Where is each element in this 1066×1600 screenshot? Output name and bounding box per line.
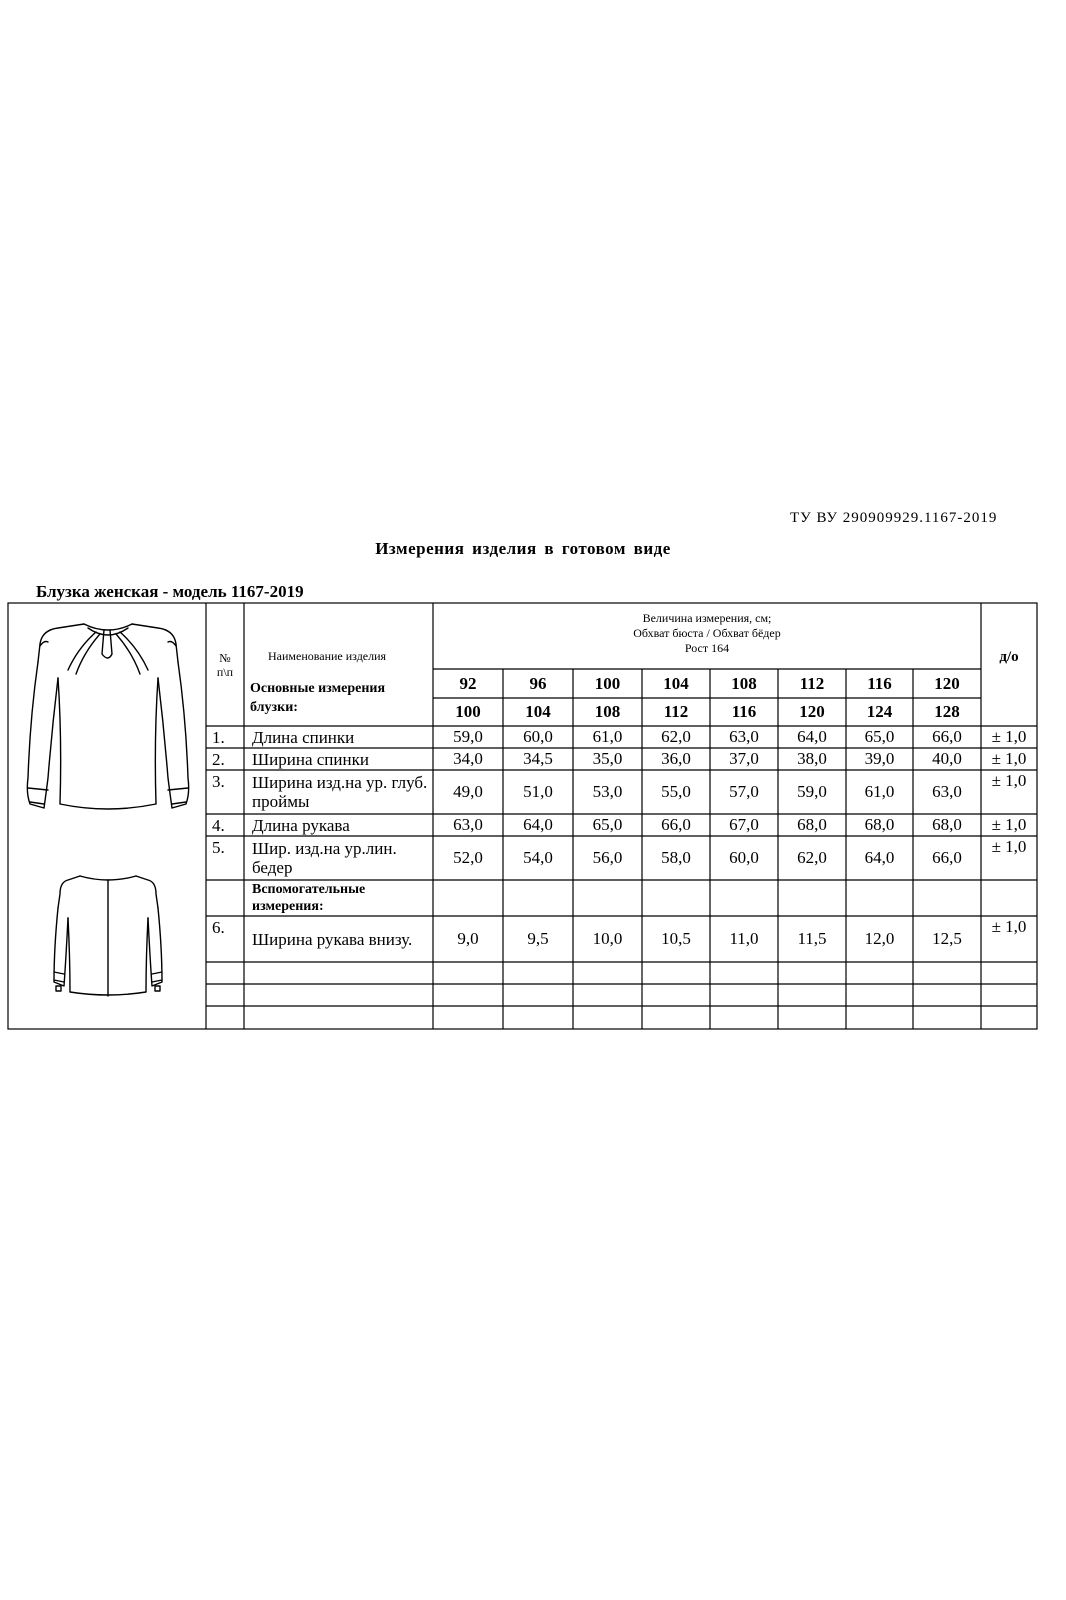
bust-size-header: 96 xyxy=(529,673,547,693)
row-value: 55,0 xyxy=(661,782,691,801)
row-value xyxy=(913,880,981,916)
row-value: 56,0 xyxy=(592,848,623,867)
row-value: 64,0 xyxy=(523,815,553,834)
header-main-measurements xyxy=(250,677,420,719)
row-value: 57,0 xyxy=(729,782,759,801)
row-value xyxy=(642,880,710,916)
bust-size-header: 92 xyxy=(459,673,477,693)
row-value: 36,0 xyxy=(661,749,691,768)
row-value: 64,0 xyxy=(864,848,895,867)
header-main-measurements-text: Основные измерения блузки: xyxy=(250,681,386,715)
row-value: 54,0 xyxy=(523,848,553,867)
row-value: 65,0 xyxy=(592,815,623,834)
bust-size-header: 100 xyxy=(594,673,621,693)
row-measurement-name: Длина рукава xyxy=(252,815,350,835)
row-value: 34,0 xyxy=(453,749,483,768)
bust-size-header: 120 xyxy=(934,673,960,693)
row-value: 9,5 xyxy=(527,929,549,948)
row-value: 12,5 xyxy=(932,929,962,948)
hip-size-header: 120 xyxy=(799,702,825,721)
row-value: 11,0 xyxy=(729,929,759,948)
row-value: 38,0 xyxy=(797,749,827,768)
row-number: 4. xyxy=(212,815,225,835)
blouse-front-sketch-icon xyxy=(18,618,198,833)
header-number-text: № п\п xyxy=(216,651,234,679)
row-tolerance: ± 1,0 xyxy=(991,917,1027,936)
row-value: 64,0 xyxy=(797,727,827,746)
row-number xyxy=(206,880,244,902)
row-tolerance: ± 1,0 xyxy=(991,749,1027,768)
row-value: 68,0 xyxy=(864,815,895,834)
row-tolerance: ± 1,0 xyxy=(991,837,1027,856)
hip-size-header: 128 xyxy=(934,702,960,721)
row-value: 66,0 xyxy=(932,848,962,867)
row-measurement-name: Ширина рукава внизу. xyxy=(252,929,413,949)
row-tolerance: ± 1,0 xyxy=(991,815,1027,834)
header-tolerance-text: д/о xyxy=(999,648,1019,665)
row-value xyxy=(778,880,846,916)
row-value: 51,0 xyxy=(523,782,553,801)
row-value: 9,0 xyxy=(457,929,479,948)
header-tolerance xyxy=(981,645,1037,669)
row-value xyxy=(503,880,573,916)
header-item-name-text: Наименование изделия xyxy=(268,649,387,663)
row-value: 68,0 xyxy=(797,815,827,834)
row-value: 10,5 xyxy=(661,929,691,948)
row-tolerance: ± 1,0 xyxy=(991,727,1027,746)
row-value xyxy=(846,880,913,916)
hip-size-header: 104 xyxy=(525,702,551,721)
hip-size-header: 100 xyxy=(455,702,481,721)
row-value xyxy=(573,880,642,916)
row-value xyxy=(433,880,503,916)
row-value: 40,0 xyxy=(932,749,962,768)
row-value: 60,0 xyxy=(523,727,553,746)
hip-size-header: 116 xyxy=(731,702,757,721)
bust-size-header: 104 xyxy=(663,673,689,693)
row-value: 39,0 xyxy=(864,749,895,768)
row-value: 63,0 xyxy=(932,782,962,801)
row-value: 52,0 xyxy=(453,848,483,867)
header-number xyxy=(206,645,244,685)
row-measurement-name: Длина спинки xyxy=(252,727,355,747)
row-number: 3. xyxy=(212,771,225,791)
row-number: 6. xyxy=(212,917,225,937)
row-value: 49,0 xyxy=(453,782,483,801)
row-value: 37,0 xyxy=(729,749,759,768)
row-value: 60,0 xyxy=(729,848,759,867)
page-title-text: Измерения изделия в готовом виде xyxy=(375,539,671,558)
bust-size-header: 112 xyxy=(799,673,825,693)
row-value: 12,0 xyxy=(864,929,895,948)
row-value: 58,0 xyxy=(661,848,691,867)
bust-size-header: 108 xyxy=(731,673,757,693)
row-value: 10,0 xyxy=(592,929,623,948)
row-value: 34,5 xyxy=(523,749,553,768)
cutoff-code-text: ТУ ВУ 290909929.1167-2019 xyxy=(790,510,998,526)
row-measurement-name: Ширина спинки xyxy=(252,749,369,769)
header-item-name xyxy=(268,648,433,664)
header-measure-value xyxy=(433,603,981,663)
row-measurement-name: Ширина изд.на ур. глуб. проймы xyxy=(252,773,428,811)
model-subtitle: Блузка женская - модель 1167-2019 xyxy=(36,582,304,601)
row-measurement-name: Вспомогательные измерения: xyxy=(252,882,366,914)
hip-size-header: 108 xyxy=(594,702,621,721)
bust-size-header: 116 xyxy=(867,673,892,693)
row-value xyxy=(710,880,778,916)
header-measure-line-3: Рост 164 xyxy=(684,640,730,655)
header-measure-line-1: Величина измерения, см; xyxy=(642,610,772,625)
row-value: 62,0 xyxy=(797,848,827,867)
row-value: 63,0 xyxy=(453,815,483,834)
hip-size-header: 124 xyxy=(866,702,893,721)
row-value: 53,0 xyxy=(592,782,623,801)
row-value: 11,5 xyxy=(797,929,827,948)
row-value: 66,0 xyxy=(932,727,962,746)
row-value: 65,0 xyxy=(864,727,895,746)
row-value: 63,0 xyxy=(729,727,759,746)
hip-size-header: 112 xyxy=(663,702,689,721)
header-measure-line-2: Обхват бюста / Обхват бёдер xyxy=(633,625,781,640)
row-value: 35,0 xyxy=(592,749,623,768)
blouse-back-sketch-icon xyxy=(48,868,168,1003)
row-value: 59,0 xyxy=(453,727,483,746)
row-number: 2. xyxy=(212,749,225,769)
row-value: 62,0 xyxy=(661,727,691,746)
row-number: 5. xyxy=(212,837,225,857)
row-value: 59,0 xyxy=(797,782,827,801)
row-value: 66,0 xyxy=(661,815,691,834)
row-value: 68,0 xyxy=(932,815,962,834)
row-tolerance: ± 1,0 xyxy=(991,771,1027,790)
row-tolerance xyxy=(981,880,1037,902)
row-number: 1. xyxy=(212,727,225,747)
row-measurement-name: Шир. изд.на ур.лин. бедер xyxy=(252,839,397,877)
row-value: 61,0 xyxy=(864,782,895,801)
row-value: 67,0 xyxy=(729,815,759,834)
row-value: 61,0 xyxy=(592,727,623,746)
